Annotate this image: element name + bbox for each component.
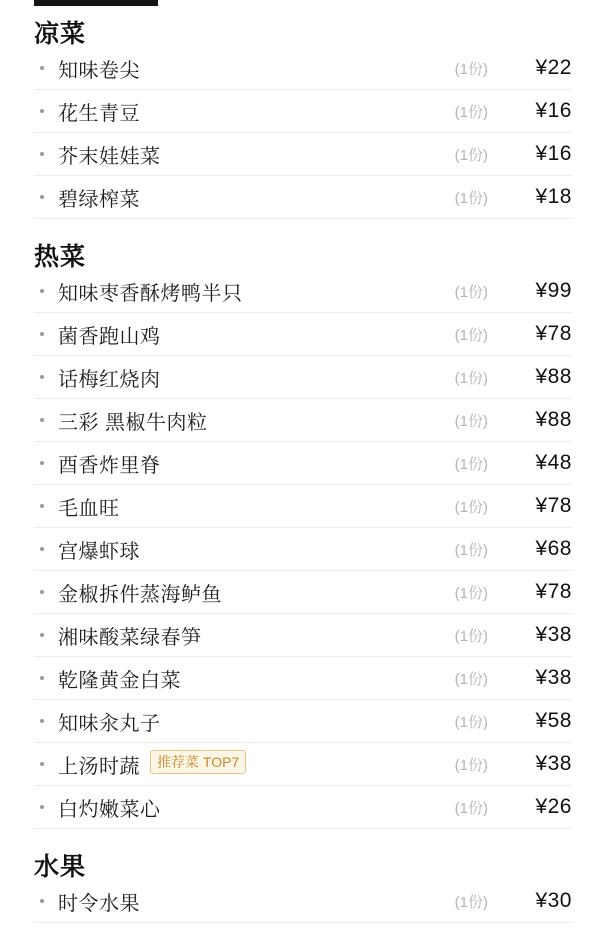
menu-item-name: 芥末娃娃菜 [58, 145, 161, 168]
bullet-icon [34, 590, 50, 594]
menu-item[interactable] [34, 90, 572, 133]
bullet-icon [34, 289, 50, 293]
menu-item-quantity: (1份) [454, 713, 488, 731]
menu-section [34, 219, 572, 829]
menu-item[interactable] [34, 133, 572, 176]
menu-item-price: ¥48 [535, 451, 572, 474]
menu-item-name: 湘味酸菜绿春笋 [58, 626, 202, 649]
bullet-icon [34, 375, 50, 379]
menu-item-price: ¥78 [535, 322, 572, 345]
menu-item-quantity: (1份) [454, 146, 488, 164]
bullet-icon [34, 633, 50, 637]
menu-item-price: ¥16 [535, 99, 572, 122]
section-title: 热菜 [34, 243, 87, 271]
menu-item-name: 白灼嫩菜心 [58, 798, 161, 821]
menu-item-name: 乾隆黄金白菜 [58, 669, 181, 692]
menu-item-quantity: (1份) [454, 584, 488, 602]
menu-item[interactable] [34, 399, 572, 442]
top-indicator-bar [34, 0, 158, 6]
menu-item-price: ¥38 [535, 666, 572, 689]
menu-item[interactable] [34, 270, 572, 313]
menu-item-list [34, 270, 572, 829]
menu-item[interactable] [34, 571, 572, 614]
menu-section [34, 829, 572, 923]
menu-item-price: ¥16 [535, 142, 572, 165]
menu-item-name: 知味枣香酥烤鸭半只 [58, 282, 243, 305]
menu-item-quantity: (1份) [454, 756, 488, 774]
bullet-icon [34, 805, 50, 809]
menu-item[interactable] [34, 880, 572, 923]
menu-item[interactable] [34, 176, 572, 219]
menu-item-name: 上汤时蔬 [58, 755, 140, 778]
menu-item[interactable] [34, 47, 572, 90]
menu-item-price: ¥68 [535, 537, 572, 560]
bullet-icon [34, 109, 50, 113]
bullet-icon [34, 461, 50, 465]
bullet-icon [34, 762, 50, 766]
bullet-icon [34, 195, 50, 199]
menu-item-quantity: (1份) [454, 893, 488, 911]
menu-item-quantity: (1份) [454, 627, 488, 645]
menu-item-quantity: (1份) [454, 498, 488, 516]
menu-item-name: 三彩 黑椒牛肉粒 [58, 411, 208, 434]
menu-item-price: ¥38 [535, 623, 572, 646]
menu-item-quantity: (1份) [454, 541, 488, 559]
menu-item-name: 话梅红烧肉 [58, 368, 161, 391]
menu-section [34, 0, 572, 219]
bullet-icon [34, 547, 50, 551]
menu-item[interactable] [34, 743, 572, 786]
menu-item-price: ¥22 [535, 56, 572, 79]
menu-item-price: ¥26 [535, 795, 572, 818]
menu-item-price: ¥88 [535, 408, 572, 431]
menu-item-name: 知味卷尖 [58, 59, 140, 82]
menu-item-quantity: (1份) [454, 799, 488, 817]
menu-item[interactable] [34, 485, 572, 528]
menu-item-quantity: (1份) [454, 283, 488, 301]
menu-item-name: 花生青豆 [58, 102, 140, 125]
menu-item[interactable] [34, 700, 572, 743]
section-header [34, 0, 572, 47]
bullet-icon [34, 504, 50, 508]
recommended-badge: 推荐菜 TOP7 [150, 750, 246, 774]
section-title: 水果 [34, 853, 87, 881]
menu-item-list [34, 47, 572, 219]
menu-item-price: ¥88 [535, 365, 572, 388]
menu-item[interactable] [34, 657, 572, 700]
bullet-icon [34, 152, 50, 156]
menu-item-quantity: (1份) [454, 369, 488, 387]
menu-item-price: ¥38 [535, 752, 572, 775]
menu-item-price: ¥30 [535, 889, 572, 912]
menu-item-price: ¥78 [535, 580, 572, 603]
menu-item-quantity: (1份) [454, 455, 488, 473]
menu-item-price: ¥18 [535, 185, 572, 208]
bullet-icon [34, 332, 50, 336]
menu-item-name: 知味汆丸子 [58, 712, 161, 735]
menu-item-quantity: (1份) [454, 326, 488, 344]
bullet-icon [34, 719, 50, 723]
bullet-icon [34, 66, 50, 70]
menu-item[interactable] [34, 786, 572, 829]
bullet-icon [34, 676, 50, 680]
menu-item-quantity: (1份) [454, 60, 488, 78]
menu-item-name: 菌香跑山鸡 [58, 325, 161, 348]
menu-item-quantity: (1份) [454, 189, 488, 207]
bullet-icon [34, 418, 50, 422]
menu-item-price: ¥58 [535, 709, 572, 732]
menu-item-quantity: (1份) [454, 670, 488, 688]
menu-item-name: 时令水果 [58, 892, 140, 915]
section-title: 凉菜 [34, 20, 87, 48]
menu-item[interactable] [34, 528, 572, 571]
bullet-icon [34, 899, 50, 903]
menu-item[interactable] [34, 442, 572, 485]
menu-item[interactable] [34, 614, 572, 657]
menu-item-name: 宫爆虾球 [58, 540, 140, 563]
menu-item-price: ¥99 [535, 279, 572, 302]
menu-item-quantity: (1份) [454, 103, 488, 121]
menu-item-name: 毛血旺 [58, 497, 120, 520]
menu-item[interactable] [34, 356, 572, 399]
menu-item-price: ¥78 [535, 494, 572, 517]
menu-item-name: 金椒拆件蒸海鲈鱼 [58, 583, 222, 606]
section-header [34, 219, 572, 270]
section-header [34, 829, 572, 880]
menu-item-name: 碧绿榨菜 [58, 188, 140, 211]
menu-item[interactable] [34, 313, 572, 356]
menu-item-quantity: (1份) [454, 412, 488, 430]
menu-item-name: 酉香炸里脊 [58, 454, 161, 477]
menu-item-list [34, 880, 572, 923]
